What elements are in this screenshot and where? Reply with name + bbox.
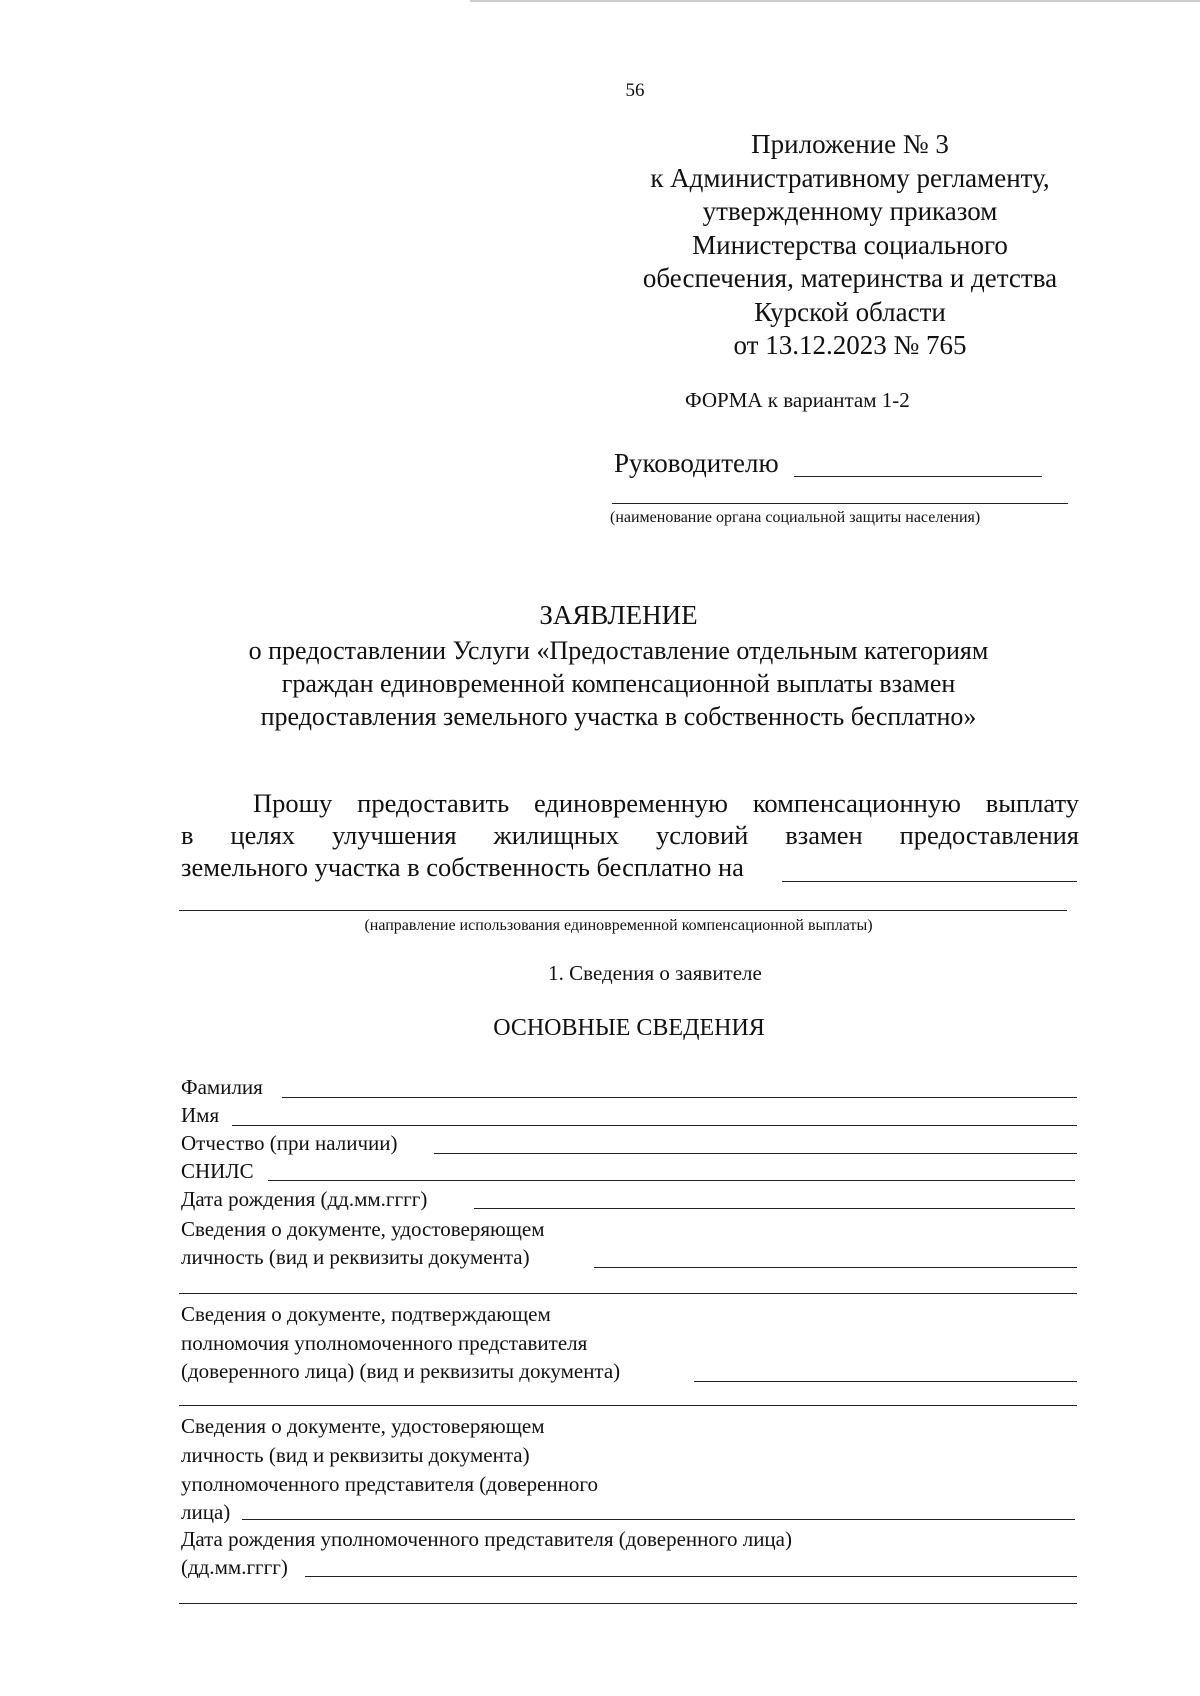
request-line-3: земельного участка в собственность бесплатно на	[181, 852, 744, 882]
appendix-line: к Административному регламенту,	[650, 162, 1050, 193]
poa-blank-2[interactable]	[179, 1405, 1077, 1406]
agency-name-blank[interactable]	[612, 503, 1068, 504]
name-label: Имя	[181, 1103, 220, 1127]
rep-birth-label-line: (дд.мм.гггг)	[181, 1555, 288, 1579]
rep-birth-label-line: Дата рождения уполномоченного представителя (доверенного лица)	[181, 1527, 792, 1551]
direction-blank-2[interactable]	[179, 910, 1067, 911]
surname-label: Фамилия	[181, 1075, 263, 1099]
request-line-2: в целях улучшения жилищных условий взамен предоставления	[181, 820, 1079, 850]
birth-date-label: Дата рождения (дд.мм.гггг)	[181, 1187, 428, 1211]
appendix-line: утвержденному приказом	[702, 196, 998, 226]
appendix-line: Приложение № 3	[751, 129, 949, 159]
name-blank[interactable]	[232, 1125, 1077, 1126]
agency-caption: (наименование органа социальной защиты населения)	[610, 509, 981, 526]
id-doc-label-line: личность (вид и реквизиты документа)	[181, 1245, 530, 1269]
rep-birth-blank-2[interactable]	[179, 1603, 1077, 1604]
page-number: 56	[625, 80, 645, 101]
appendix-line: Курской области	[754, 296, 946, 327]
addressee-label: Руководителю	[614, 448, 779, 478]
poa-blank[interactable]	[694, 1381, 1077, 1382]
id-doc-blank[interactable]	[594, 1267, 1077, 1268]
direction-blank[interactable]	[782, 881, 1077, 882]
id-doc-label-line: Сведения о документе, удостоверяющем	[181, 1217, 545, 1241]
rep-id-label-line: Сведения о документе, удостоверяющем	[181, 1414, 545, 1438]
surname-blank[interactable]	[282, 1097, 1077, 1098]
subtitle-line: о предоставлении Услуги «Предоставление отдельным категориям	[248, 636, 989, 665]
document-subtitle	[0, 634, 1200, 733]
poa-label-line: полномочия уполномоченного представителя	[181, 1331, 588, 1355]
subsection-heading: ОСНОВНЫЕ СВЕДЕНИЯ	[493, 1015, 765, 1041]
rep-id-label-line: уполномоченного представителя (доверенного	[181, 1472, 598, 1496]
form-variant: ФОРМА к вариантам 1-2	[685, 388, 910, 412]
appendix-line: обеспечения, материнства и детства	[642, 263, 1058, 293]
addressee-blank[interactable]	[794, 476, 1042, 477]
section-heading: 1. Сведения о заявителе	[548, 961, 762, 985]
appendix-line: от 13.12.2023 № 765	[733, 330, 967, 360]
scan-edge-line	[470, 0, 1200, 2]
patronymic-blank[interactable]	[434, 1153, 1077, 1154]
poa-label-line: (доверенного лица) (вид и реквизиты документа)	[181, 1359, 621, 1383]
snils-label: СНИЛС	[181, 1159, 254, 1183]
rep-id-label-line: личность (вид и реквизиты документа)	[181, 1443, 530, 1467]
rep-birth-blank[interactable]	[305, 1576, 1077, 1577]
id-doc-blank-2[interactable]	[179, 1293, 1077, 1294]
snils-blank[interactable]	[268, 1180, 1075, 1181]
rep-id-label-line: лица)	[181, 1500, 231, 1524]
appendix-line: Министерства социального	[692, 229, 1008, 260]
patronymic-label: Отчество (при наличии)	[181, 1131, 398, 1155]
birth-date-blank[interactable]	[474, 1208, 1075, 1209]
poa-label-line: Сведения о документе, подтверждающем	[181, 1302, 551, 1326]
request-line-1: Прошу предоставить единовременную компенсационную выплату	[253, 788, 1079, 818]
subtitle-line: граждан единовременной компенсационной выплаты взамен	[281, 669, 956, 698]
document-title: ЗАЯВЛЕНИЕ	[539, 600, 698, 630]
direction-caption: (направление использования единовременной компенсационной выплаты)	[364, 917, 873, 934]
appendix-header	[620, 128, 1080, 363]
rep-id-blank[interactable]	[242, 1519, 1075, 1520]
subtitle-line: предоставления земельного участка в собственность бесплатно»	[260, 702, 977, 731]
